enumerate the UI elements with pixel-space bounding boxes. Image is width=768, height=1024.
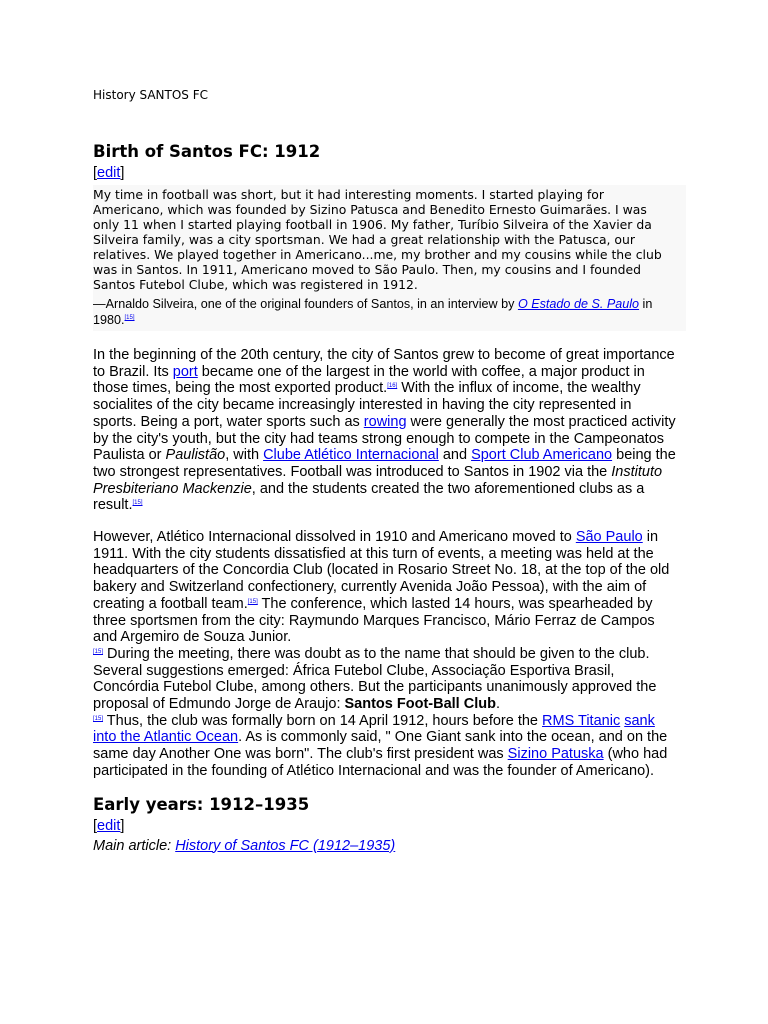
rowing-link[interactable]: rowing: [363, 413, 407, 430]
edit-section-birth: [edit]: [93, 165, 125, 181]
sank-atlantic-link[interactable]: sank into the Atlantic Ocean: [93, 712, 655, 746]
citation-prefix: —Arnaldo Silveira, one of the original founders of Santos, in an interview by: [93, 297, 518, 311]
rms-titanic-link[interactable]: RMS Titanic: [542, 712, 621, 729]
edit-link[interactable]: edit: [97, 165, 121, 181]
sport-club-americano-link[interactable]: Sport Club Americano: [471, 447, 613, 464]
reference-link[interactable]: [15]: [93, 648, 104, 655]
edit-section-early-years: [edit]: [93, 817, 125, 834]
section-heading-early-years: Early years: 1912–1935: [93, 794, 310, 814]
reference-link[interactable]: [15]: [132, 500, 143, 507]
reference-link[interactable]: [15]: [124, 315, 135, 321]
estado-link[interactable]: O Estado de S. Paulo: [517, 297, 640, 311]
sao-paulo-link[interactable]: São Paulo: [575, 529, 643, 546]
reference-link[interactable]: [16]: [387, 383, 398, 390]
paragraph-1: In the beginning of the 20th century, the city of Santos grew to become of great importance to Brazil. Its port became one of the largest in the world with coffee, a major product in those times, being the most exported product.[16] With the influx of income, the wealthy socialites of the city became increasingly interested in having the city represented in sports. Being a port, water sports such as rowing were generally the most practiced activity by the city's youth, but the city had teams strong enough to compete in the Campeonatos Paulista or Paulistão, with Clube Atlético Internacional and Sport Club Americano being the two strongest representatives. Football was introduced to Santos in 1902 via the Instituto Presbiteriano Mackenzie, and the students created the two aforementioned clubs as a result.[15]: [93, 347, 676, 514]
main-article-note: Main article: History of Santos FC (1912–1935): [93, 837, 396, 854]
quote-citation: [93, 296, 676, 328]
clube-atletico-link[interactable]: Clube Atlético Internacional: [263, 447, 439, 464]
reference-link[interactable]: [15]: [247, 598, 258, 605]
document-title: History SANTOS FC: [93, 88, 209, 102]
citation-suffix: in 1980.: [93, 297, 653, 327]
reference-link[interactable]: [15]: [93, 715, 104, 722]
blockquote: [93, 185, 686, 331]
port-link[interactable]: port: [172, 363, 198, 380]
main-article-link[interactable]: History of Santos FC (1912–1935): [175, 837, 396, 854]
edit-link[interactable]: edit: [97, 817, 121, 834]
section-early-years: [93, 795, 678, 855]
paragraph-2: However, Atlético Internacional dissolved in 1910 and Americano moved to São Paulo in 1911. With the city students dissatisfied at this turn of events, a meeting was held at the headquarters of the Concordia Club (located in Rosario Street No. 18, at the top of the old bakery and Switzerland confectionery, currently Avenida João Pessoa), with the aim of creating a football team.[15] The conference, which lasted 14 hours, was spearheaded by three sportsmen from the city: Raymundo Marques Francisco, Mário Ferraz de Campos and Argemiro de Souza Junior. [15] During the meeting, there was doubt as to the name that should be given to the club. Several suggestions emerged: África Futebol Clube, Associação Esportiva Brasil, Concórdia Futebol Clube, among others. But the participants unanimously approved the proposal of Edmundo Jorge de Araujo: Santos Foot-Ball Club. [15] Thus, the club was formally born on 14 April 1912, hours before the RMS Titanic sank into the Atlantic Ocean. As is commonly said, " One Giant sank into the ocean, and on the same day Another One was born". The club's first president was Sizino Patuska (who had participated in the founding of Atlético Internacional and was the founder of Americano).: [93, 529, 670, 779]
quote-text: My time in football was short, but it had interesting moments. I started playing for Americano, which was founded by Sizino Patusca and Benedito Ernesto Guimarães. I was only 11 when I started playing football in 1906. My father, Turíbio Silveira of the Xavier da Silveira family, was a city sportsman. We had a great relationship with the Patusca, our relatives. We played together in Americano...me, my brother and my cousins while the club was in Santos. In 1911, Americano moved to São Paulo. Then, my cousins and I founded Santos Futebol Clube, which was registered in 1912.: [93, 187, 662, 292]
sizino-patuska-link[interactable]: Sizino Patuska: [507, 746, 604, 763]
section-birth: [93, 142, 678, 855]
section-heading-birth: Birth of Santos FC: 1912: [93, 142, 321, 161]
